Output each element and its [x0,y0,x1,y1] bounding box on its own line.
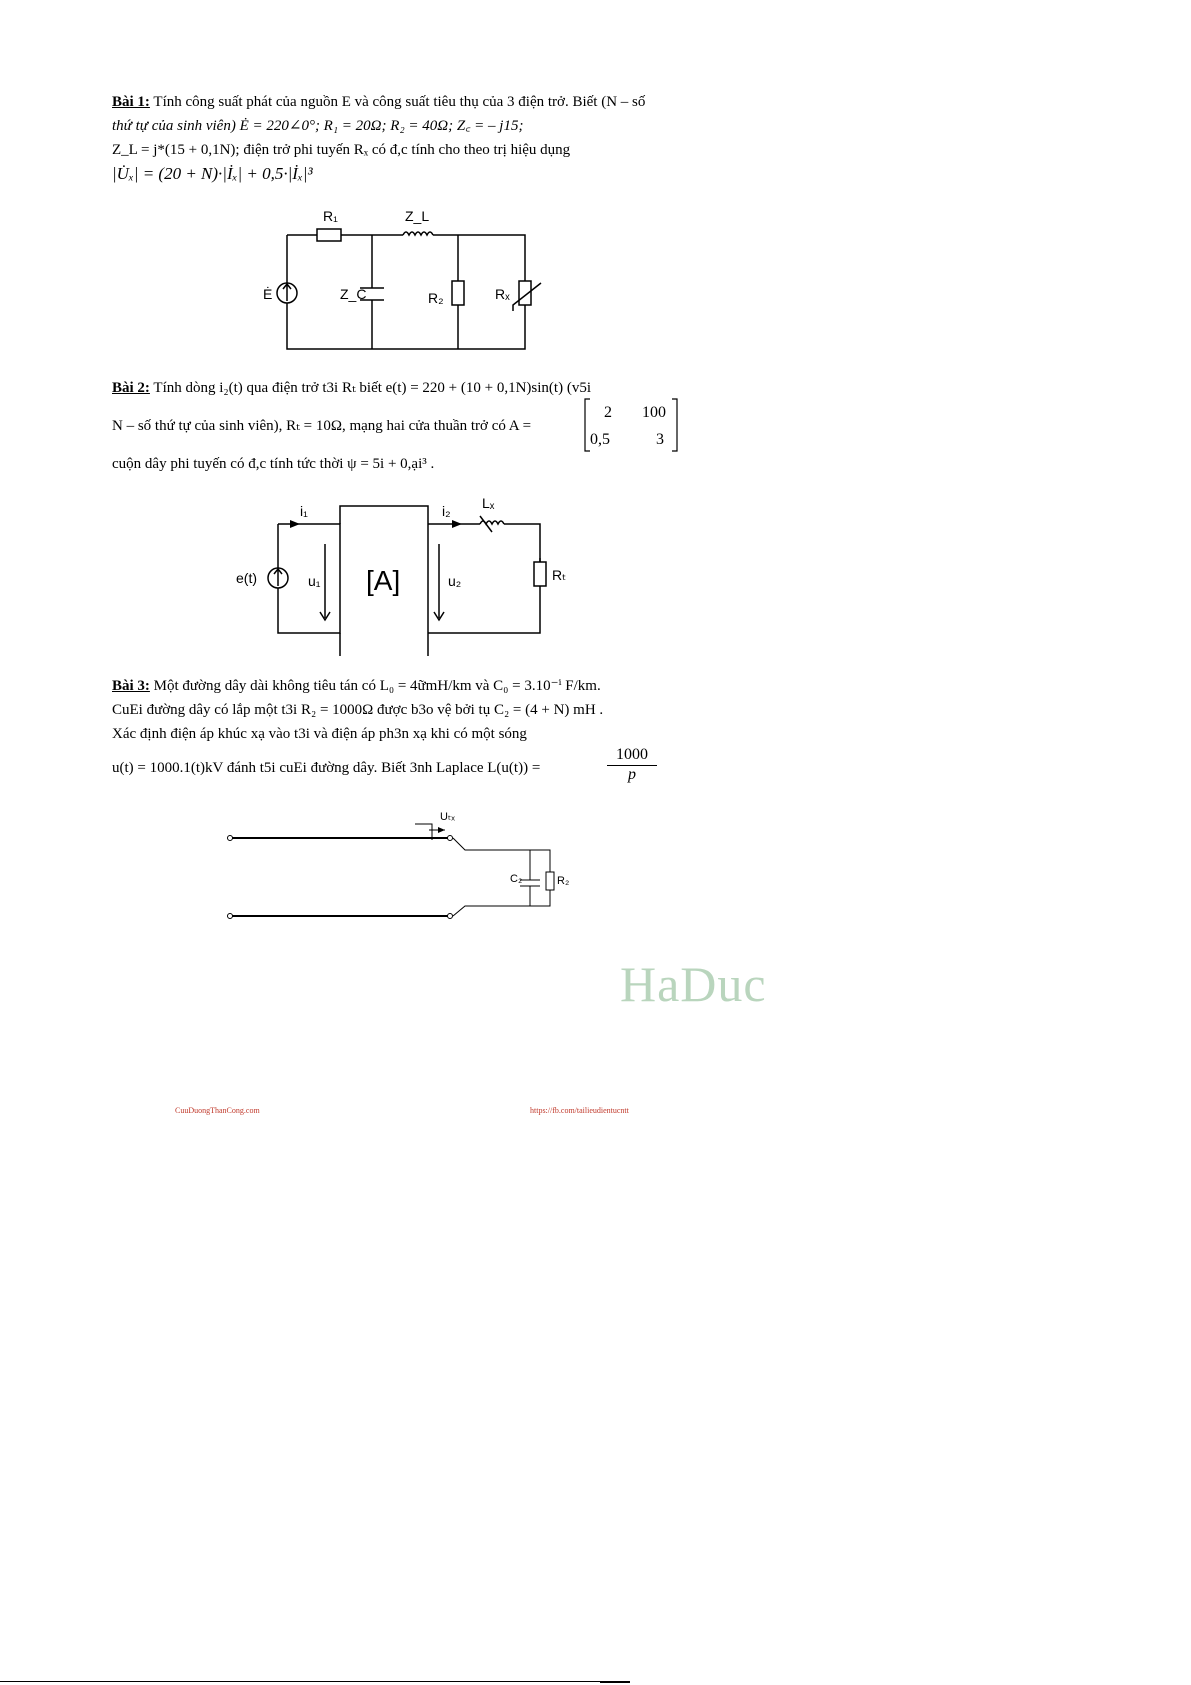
label-utx: Uₜₓ [440,811,455,823]
label-u1: u₁ [308,573,321,589]
label-r1: R₁ [323,208,338,224]
bai1-line2: thứ tự của sinh viên) Ė = 220∠0°; R₁ = 20Ω; R₂ = 40Ω; Z꜀ = – j15; [112,118,524,134]
bottom-rule-mark [600,1681,630,1683]
bai3-line4: u(t) = 1000.1(t)kV đánh t5i cuEi đường dây. Biết 3nh Laplace L(u(t)) = [112,760,541,776]
label-i1: i₁ [300,503,308,519]
label-c2: C₂ [510,873,523,885]
matrix-a12: 100 [642,404,666,421]
label-i2: i₂ [442,503,451,519]
bai1-title: Bài 1: [112,94,150,110]
label-lx: Lₓ [482,498,495,511]
bai2-line2: N – số thứ tự của sinh viên), Rₜ = 10Ω, mạng hai cửa thuần trở có A = [112,418,532,434]
fraction-numerator: 1000 [607,746,657,766]
bai2-title: Bài 2: [112,380,150,396]
bai1-line3: Z_L = j*(15 + 0,1N); điện trở phi tuyến Rₓ có đ,c tính cho theo trị hiệu dụng [112,142,571,158]
bai3-line3: Xác định điện áp khúc xạ vào t3i và điện áp ph3n xạ khi có một sóng [112,726,527,742]
label-rx: Rₓ [495,286,510,302]
bottom-rule [0,1681,600,1682]
matrix-a22: 3 [656,431,664,448]
bai2-circuit [230,498,570,658]
bai1-paragraph [112,90,688,186]
label-a: [A] [366,565,401,596]
label-zl: Z_L [405,208,430,224]
bai1-line4: |U̇ₓ| = (20 + N)·|İₓ| + 0,5·|İₓ|³ [112,164,313,183]
matrix-a21: 0,5 [590,431,610,448]
matrix-a [584,397,682,453]
laplace-fraction [607,746,657,784]
label-u2: u₂ [448,573,462,589]
bai2-line3: cuộn dây phi tuyến có đ,c tính tức thời ψ = 5i + 0,ại³ . [112,456,435,472]
bai1-circuit [245,203,555,355]
fraction-denominator: p [628,766,636,783]
bai3-line2: CuEi đường dây có lắp một t3i R₂ = 1000Ω được b3o vệ bởi tụ C₂ = (4 + N) mH . [112,702,604,718]
bai3-transmission-line [220,800,580,930]
bai3-line1: Bài 3: Một đường dây dài không tiêu tán có L₀ = 4ữmH/km và C₀ = 3.10⁻ⁱ F/km. [112,678,601,694]
footer-left[interactable]: CuuDuongThanCong.com [175,1106,260,1115]
matrix-a11: 2 [604,404,612,421]
bai3-paragraph [112,674,688,780]
label-r2-line: R₂ [557,875,570,887]
label-e: Ė [263,286,273,302]
label-zc: Z_C [340,286,367,302]
footer-right[interactable]: https://fb.com/tailieudientucntt [530,1106,629,1115]
watermark: HaDuc [620,956,767,1012]
label-r2: R₂ [428,290,444,306]
bai3-title: Bài 3: [112,678,150,694]
bai1-line1: Bài 1: Tính công suất phát của nguồn E và công suất tiêu thụ của 3 điện trở. Biết (N – số [112,94,646,110]
label-et: e(t) [236,570,257,586]
bai2-line1: Bài 2: Tính dòng i₂(t) qua điện trở t3i Rₜ biết e(t) = 220 + (10 + 0,1N)sin(t) (v5i [112,380,591,396]
label-rt: Rₜ [552,567,567,583]
